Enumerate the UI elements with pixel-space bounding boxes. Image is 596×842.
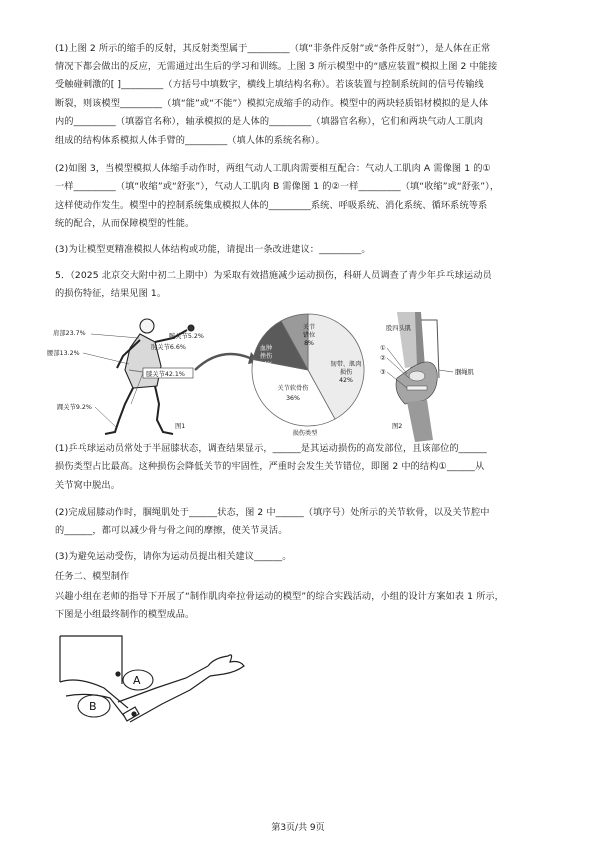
pie-label-cartilage-2: 36%	[286, 395, 300, 402]
text-line: 统的配合，从而保障模型的性能。	[55, 218, 195, 229]
hand	[208, 655, 244, 676]
text-line: 关节窝中脱出。	[55, 480, 121, 491]
pie-label-dislocation-1: 关节	[302, 324, 316, 331]
shoulder-label: 肩部23.7%	[53, 330, 86, 337]
text-line: 的损伤特征，结果见图 1。	[55, 288, 167, 299]
text-line: 兴趣小组在老师的指导下开展了“制作肌肉牵拉骨运动的模型”的综合实践活动，小组的设计方案如表 1 所示，	[55, 591, 504, 602]
text-line: 的______，都可以减少骨与骨之间的摩擦，使关节灵活。	[55, 525, 288, 536]
pie-label-dislocation-3: 8%	[304, 340, 314, 347]
text-line: 内的_________（填器官名称），轴承模拟的是人体的_________（填器官名称），它们和两块气动人工肌肉	[55, 116, 484, 127]
text-line: 下图是小组最终制作的模型成品。	[55, 609, 195, 620]
text-line: 情况下都会做出的反应，无需通过出生后的学习和训练。上图 3 所示模型中的“感应装置”模拟上图 2 中能接	[55, 61, 498, 72]
figure-1-caption: 图1	[175, 423, 186, 430]
pie-label-ligament-1: 韧带、肌肉	[330, 361, 362, 368]
elbow-label: 肘关节6.6%	[151, 344, 186, 351]
figure-1-2	[45, 308, 525, 443]
section-heading: 任务二、模型制作	[55, 571, 130, 582]
board-outline	[60, 636, 122, 684]
text-line: 断裂，则该模型_________（填“能”或“不能”）模拟完成缩手的动作。模型中的两块轻质铝材模拟的是人体	[55, 98, 489, 109]
text-line: (1)上图 2 所示的缩手的反射，其反射类型属于_________（填“非条件反射”或“条件反射”），是人体在正常	[55, 43, 491, 54]
injury-site-labels	[47, 328, 204, 430]
text-line: 一样_________（填“收缩”或“舒张”），气动人工肌肉 B 需像图 1 的②一样_________（填“收缩”或“舒张”），	[55, 181, 500, 192]
text-line: 受触碰刺激的[ ]_________（方括号中填数字，横线上填结构名称）。若该装置与控制系统间的信号传输线	[55, 79, 484, 90]
muscle-bone-model-sketch	[58, 632, 248, 732]
pie-label-hematoma-1: 血肿	[259, 345, 273, 352]
text-line: (2)完成屈膝动作时，腘绳肌处于______状态，图 2 中______（填序号）处所示的关节软骨，以及关节腔中	[55, 507, 490, 518]
pie-label-hematoma-3: 14%	[259, 361, 273, 368]
pie-label-dislocation-2: 错位	[302, 332, 316, 339]
pie-caption: 损伤类型	[292, 430, 318, 437]
hamstring-label: 腘绳肌	[455, 369, 474, 376]
text-line: (3)为让模型更精准模拟人体结构或功能，请提出一条改进建议：_________。	[55, 244, 371, 255]
label-3: ③	[380, 369, 386, 376]
muscle-b-label: B	[89, 700, 97, 713]
ankle-label: 踝关节9.2%	[57, 404, 92, 411]
muscle-a-label: A	[133, 674, 141, 687]
label-2: ②	[380, 355, 386, 362]
pie-label-cartilage-1: 关节软骨伤	[277, 385, 309, 392]
wrist-label: 腕关节5.2%	[169, 333, 204, 340]
text-line: 损伤类型占比最高。这种损伤会降低关节的牢固性，严重时会发生关节错位，即图 2 中的结构①______从	[55, 461, 485, 472]
label-1: ①	[380, 345, 386, 352]
text-line: (1)乒乓球运动员常处于半屈膝状态，调查结果显示，______是其运动损伤的高发部位，且该部位的______	[55, 443, 487, 454]
page-footer: 第3页/共 9页	[271, 823, 325, 833]
pie-label-ligament-3: 42%	[339, 377, 353, 384]
text-line: 这样使动作发生。模型中的控制系统集成模拟人体的_________系统、呼吸系统、消化系统、循环系统等系	[55, 200, 488, 211]
pie-label-ligament-2: 损伤	[339, 369, 353, 376]
text-line: (3)为避免运动受伤，请你为运动员提出相关建议______。	[55, 551, 292, 562]
text-line: (2)如图 3，当模型模拟人体缩手动作时，两组气动人工肌肉需要相互配合：气动人工肌肉 A 需像图 1 的①	[55, 163, 491, 174]
figure-2-caption: 图2	[392, 423, 403, 430]
knee-label: 膝关节42.1%	[146, 371, 185, 378]
text-line: 组成的结构体系模拟人体手臂的_________（填人体的系统名称）。	[55, 135, 325, 146]
arrow-icon	[195, 354, 250, 370]
waist-label: 腰部13.2%	[47, 350, 80, 357]
pie-label-hematoma-2: 挫伤	[259, 353, 273, 360]
quadriceps-label: 股四头肌	[386, 325, 412, 332]
question-5-stem: 5．（2025 北京交大附中初二上期中）为采取有效措施减少运动损伤，科研人员调查了青少年乒乓球运动员	[55, 270, 492, 281]
